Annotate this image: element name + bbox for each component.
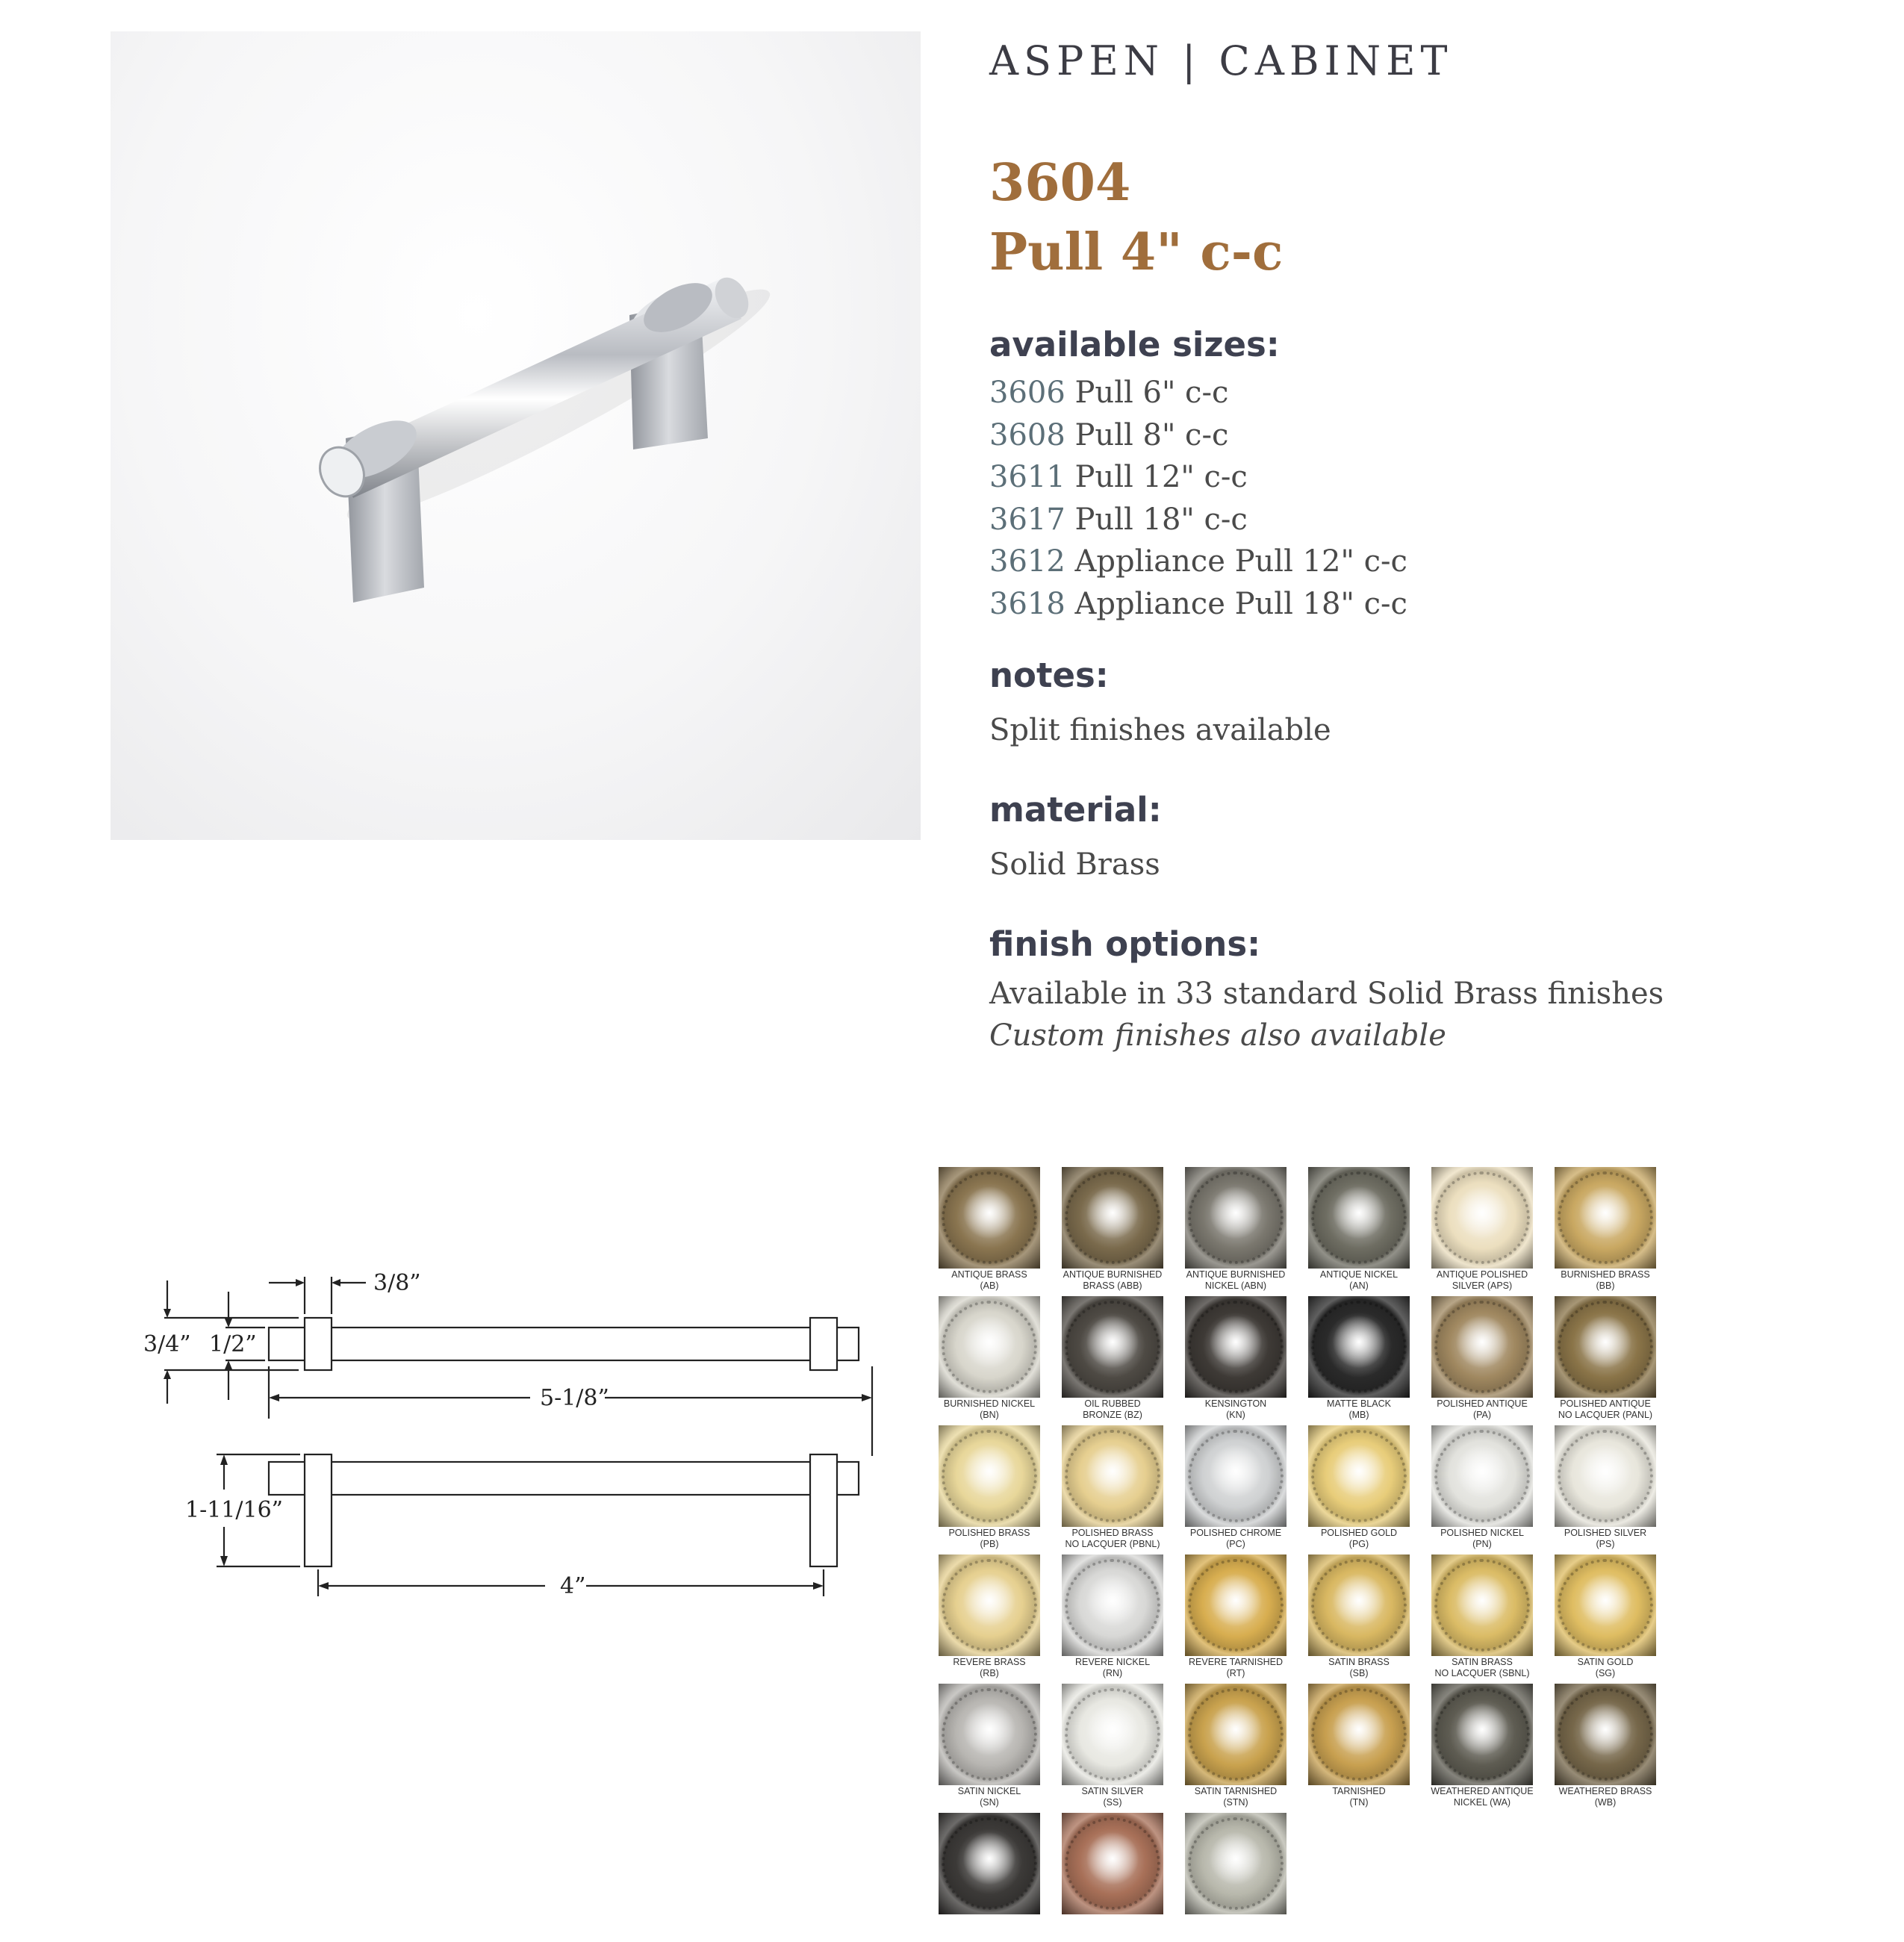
finish-code: NO LACQUER (PBNL) (1065, 1539, 1160, 1549)
finish-name: POLISHED BRASS (948, 1528, 1030, 1538)
finish-swatch (937, 1684, 1060, 1813)
finish-knob-image (939, 1167, 1040, 1269)
finish-name: POLISHED BRASS (1071, 1528, 1154, 1538)
finish-code: (RN) (1102, 1668, 1123, 1678)
dim-overall-height: 3/4” (143, 1331, 191, 1357)
material-text: Solid Brass (989, 847, 1160, 882)
size-label: Appliance Pull 12" c-c (1074, 544, 1407, 579)
finish-swatch (1307, 1296, 1430, 1425)
notes-heading: notes: (989, 656, 1109, 695)
finish-swatch (937, 1813, 1060, 1942)
finish-swatch (1553, 1167, 1676, 1296)
finish-knob-image (1185, 1425, 1287, 1527)
finish-swatch-label (1424, 1269, 1540, 1292)
size-code: 3617 (989, 502, 1065, 537)
finish-knob-image (1062, 1554, 1163, 1656)
finish-swatch (937, 1554, 1060, 1684)
finish-name: REVERE TARNISHED (1189, 1657, 1283, 1667)
finish-swatch (1183, 1167, 1307, 1296)
finish-code: (AB) (980, 1280, 999, 1291)
finish-knob-image (1062, 1425, 1163, 1527)
finish-code: (SB) (1349, 1668, 1369, 1678)
size-label: Pull 6" c-c (1074, 376, 1229, 410)
finish-knob-image (1185, 1167, 1287, 1269)
size-label: Pull 8" c-c (1074, 417, 1229, 452)
finish-code: (PS) (1596, 1539, 1615, 1549)
finish-code: (BB) (1596, 1280, 1615, 1291)
side-view-post-right (810, 1454, 837, 1566)
finish-name: OIL RUBBED (1084, 1398, 1141, 1409)
finish-swatch-label (1054, 1269, 1171, 1292)
finish-code: SILVER (APS) (1452, 1280, 1513, 1291)
finish-code: (SN) (980, 1797, 999, 1808)
size-item (989, 372, 1407, 414)
finish-knob-image (1431, 1167, 1533, 1269)
dim-center-to-center: 4” (560, 1573, 586, 1599)
finish-swatch (1430, 1425, 1553, 1554)
finish-swatch-label (931, 1657, 1048, 1679)
finish-name: ANTIQUE BURNISHED (1186, 1269, 1286, 1280)
size-code: 3611 (989, 460, 1065, 494)
finish-swatch (937, 1167, 1060, 1296)
finish-code: NO LACQUER (PANL) (1558, 1410, 1653, 1420)
finish-swatch (1430, 1554, 1553, 1684)
dim-projection: 1-11/16” (185, 1497, 284, 1523)
finish-name: KENSINGTON (1204, 1398, 1267, 1409)
dim-post-width: 3/8” (373, 1270, 421, 1296)
size-code: 3606 (989, 376, 1065, 410)
finish-code: (PN) (1472, 1539, 1492, 1549)
notes-text: Split finishes available (989, 713, 1331, 747)
finish-knob-image (1431, 1425, 1533, 1527)
finish-swatch (1060, 1296, 1183, 1425)
finish-swatch-label (931, 1269, 1048, 1292)
size-label: Appliance Pull 18" c-c (1074, 586, 1407, 621)
finish-code: (TN) (1349, 1797, 1369, 1808)
finish-swatch (1060, 1684, 1183, 1813)
finish-code: (RB) (980, 1668, 999, 1678)
finish-swatch (1060, 1554, 1183, 1684)
finish-knob-image (1308, 1684, 1410, 1785)
finish-code: NICKEL (ABN) (1204, 1280, 1267, 1291)
finish-swatch (1553, 1296, 1676, 1425)
finish-knob-image (939, 1296, 1040, 1398)
finish-swatch-label (1177, 1398, 1294, 1421)
size-list (989, 372, 1407, 625)
finish-code: (WB) (1594, 1797, 1617, 1808)
finish-swatch-label (1054, 1398, 1171, 1421)
dimension-drawing-svg (134, 1262, 881, 1605)
finish-swatch (1183, 1554, 1307, 1684)
finish-swatch (1060, 1425, 1183, 1554)
finish-swatch (1307, 1425, 1430, 1554)
finish-swatch (1553, 1684, 1676, 1813)
finish-code: (MB) (1348, 1410, 1369, 1420)
finish-swatch (1430, 1167, 1553, 1296)
finish-swatch-label (1177, 1657, 1294, 1679)
finish-knob-image (939, 1554, 1040, 1656)
finish-swatch-label (1424, 1528, 1540, 1550)
finish-code: BRASS (ABB) (1083, 1280, 1142, 1291)
finish-swatch-label (931, 1528, 1048, 1550)
product-photo (111, 31, 921, 840)
finish-heading: finish options: (989, 924, 1261, 964)
finish-swatch (1307, 1554, 1430, 1684)
finish-swatch (1060, 1813, 1183, 1942)
finish-swatch-label (1547, 1528, 1664, 1550)
size-code: 3618 (989, 586, 1065, 621)
finish-knob-image (1431, 1684, 1533, 1785)
finish-name: SATIN TARNISHED (1194, 1786, 1278, 1796)
finish-knob-image (1308, 1167, 1410, 1269)
finish-swatch (1553, 1554, 1676, 1684)
finish-swatch (1307, 1167, 1430, 1296)
finish-name: SATIN GOLD (1577, 1657, 1634, 1667)
finish-knob-image (939, 1425, 1040, 1527)
finish-code: (SS) (1103, 1797, 1122, 1808)
size-item (989, 541, 1407, 583)
finish-custom-text: Custom finishes also available (989, 1018, 1446, 1053)
finish-swatch-label (1054, 1528, 1171, 1550)
finish-name: REVERE NICKEL (1074, 1657, 1151, 1667)
finish-name: ANTIQUE POLISHED (1436, 1269, 1528, 1280)
finish-swatch-label (1177, 1528, 1294, 1550)
size-label: Pull 18" c-c (1074, 502, 1248, 537)
finish-knob-image (1062, 1813, 1163, 1914)
finish-swatch-label (1424, 1786, 1540, 1808)
finish-swatch-label (1177, 1786, 1294, 1808)
finish-swatch (1553, 1425, 1676, 1554)
finish-code: (PB) (980, 1539, 999, 1549)
finish-name: MATTE BLACK (1327, 1398, 1391, 1409)
finish-swatch-label (1177, 1269, 1294, 1292)
top-view-post-right (810, 1318, 837, 1370)
top-view-post-left (305, 1318, 332, 1370)
dim-overall-length: 5-1/8” (540, 1385, 609, 1411)
finish-name: SATIN BRASS (1328, 1657, 1390, 1667)
finish-knob-image (1308, 1425, 1410, 1527)
size-code: 3612 (989, 544, 1065, 579)
finish-name: ANTIQUE NICKEL (1319, 1269, 1399, 1280)
finish-swatch-label (1301, 1269, 1417, 1292)
top-view-bar (269, 1328, 859, 1360)
finish-knob-image (1185, 1296, 1287, 1398)
finish-knob-image (939, 1684, 1040, 1785)
finish-code: (PA) (1472, 1410, 1492, 1420)
finish-knob-image (1185, 1684, 1287, 1785)
finish-swatch-grid (937, 1167, 1676, 1942)
finish-code: NO LACQUER (SBNL) (1434, 1668, 1530, 1678)
finish-knob-image (1555, 1167, 1656, 1269)
finish-name: ANTIQUE BURNISHED (1063, 1269, 1163, 1280)
finish-name: POLISHED ANTIQUE (1437, 1398, 1528, 1409)
finish-swatch-label (1054, 1786, 1171, 1808)
finish-code: (PC) (1226, 1539, 1245, 1549)
finish-swatch-label (1301, 1657, 1417, 1679)
finish-knob-image (1062, 1167, 1163, 1269)
finish-swatch-label (1301, 1528, 1417, 1550)
finish-swatch (937, 1296, 1060, 1425)
side-view-bar (269, 1462, 859, 1495)
finish-name: SATIN NICKEL (957, 1786, 1021, 1796)
dimension-drawing (134, 1262, 881, 1605)
finish-text: Available in 33 standard Solid Brass finishes (989, 977, 1664, 1011)
finish-swatch-label (1547, 1398, 1664, 1421)
finish-knob-image (1431, 1554, 1533, 1656)
finish-knob-image (1431, 1296, 1533, 1398)
finish-name: SATIN BRASS (1452, 1657, 1513, 1667)
finish-name: POLISHED CHROME (1189, 1528, 1282, 1538)
side-view-post-left (305, 1454, 332, 1566)
finish-name: POLISHED GOLD (1320, 1528, 1398, 1538)
finish-swatch (1183, 1425, 1307, 1554)
finish-swatch-label (1424, 1657, 1540, 1679)
finish-name: SATIN SILVER (1081, 1786, 1144, 1796)
finish-code: (KN) (1226, 1410, 1245, 1420)
finish-swatch-label (1054, 1657, 1171, 1679)
size-item (989, 456, 1407, 499)
finish-knob-image (1185, 1554, 1287, 1656)
finish-knob-image (939, 1813, 1040, 1914)
finish-swatch (1183, 1684, 1307, 1813)
finish-knob-image (1308, 1296, 1410, 1398)
size-item (989, 499, 1407, 541)
finish-name: ANTIQUE BRASS (951, 1269, 1027, 1280)
finish-code: (AN) (1349, 1280, 1369, 1291)
finish-swatch (1430, 1296, 1553, 1425)
finish-name: BURNISHED BRASS (1561, 1269, 1650, 1280)
finish-knob-image (1185, 1813, 1287, 1914)
finish-swatch (1430, 1684, 1553, 1813)
finish-swatch-label (1547, 1657, 1664, 1679)
finish-code: NICKEL (WA) (1453, 1797, 1511, 1808)
material-heading: material: (989, 790, 1162, 830)
finish-swatch-label (931, 1786, 1048, 1808)
finish-knob-image (1555, 1296, 1656, 1398)
finish-swatch (1060, 1167, 1183, 1296)
finish-name: WEATHERED ANTIQUE (1431, 1786, 1534, 1796)
finish-knob-image (1308, 1554, 1410, 1656)
finish-swatch (1307, 1684, 1430, 1813)
finish-swatch-label (1301, 1398, 1417, 1421)
brand-title: ASPEN | CABINET (989, 37, 1453, 84)
dim-bar-height: 1/2” (209, 1331, 257, 1357)
finish-swatch-label (931, 1398, 1048, 1421)
product-name: Pull 4" c-c (989, 222, 1284, 282)
finish-swatch-label (1424, 1398, 1540, 1421)
finish-name: BURNISHED NICKEL (943, 1398, 1036, 1409)
cabinet-pull-image (111, 31, 921, 840)
size-item (989, 414, 1407, 457)
finish-name: WEATHERED BRASS (1558, 1786, 1652, 1796)
finish-knob-image (1555, 1554, 1656, 1656)
size-code: 3608 (989, 417, 1065, 452)
finish-swatch-label (1301, 1786, 1417, 1808)
finish-code: BRONZE (BZ) (1083, 1410, 1142, 1420)
finish-swatch-label (1547, 1269, 1664, 1292)
finish-swatch (937, 1425, 1060, 1554)
finish-name: TARNISHED (1332, 1786, 1386, 1796)
finish-knob-image (1062, 1684, 1163, 1785)
finish-code: (RT) (1226, 1668, 1245, 1678)
finish-knob-image (1062, 1296, 1163, 1398)
size-item (989, 583, 1407, 626)
finish-swatch (1183, 1813, 1307, 1942)
size-label: Pull 12" c-c (1074, 460, 1248, 494)
finish-swatch-label (1547, 1786, 1664, 1808)
finish-code: (STN) (1223, 1797, 1248, 1808)
sizes-heading: available sizes: (989, 325, 1280, 364)
finish-swatch (1183, 1296, 1307, 1425)
finish-code: (PG) (1348, 1539, 1369, 1549)
finish-name: REVERE BRASS (953, 1657, 1026, 1667)
finish-code: (BN) (980, 1410, 999, 1420)
finish-name: POLISHED ANTIQUE (1560, 1398, 1651, 1409)
finish-code: (SG) (1595, 1668, 1616, 1678)
finish-knob-image (1555, 1684, 1656, 1785)
product-number: 3604 (989, 153, 1131, 213)
finish-name: POLISHED SILVER (1564, 1528, 1647, 1538)
finish-name: POLISHED NICKEL (1440, 1528, 1524, 1538)
finish-knob-image (1555, 1425, 1656, 1527)
